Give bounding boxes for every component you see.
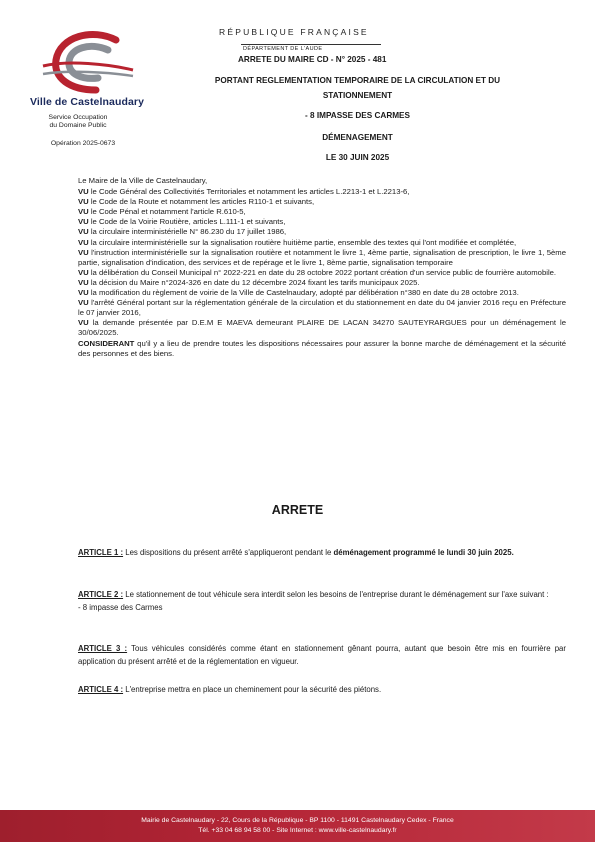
decree-number: ARRETE DU MAIRE CD - N° 2025 - 481 (238, 55, 387, 64)
decree-address: - 8 IMPASSE DES CARMES (305, 111, 410, 120)
preamble-intro: Le Maire de la Ville de Castelnaudary, (78, 176, 208, 185)
footer-band (0, 810, 595, 842)
preamble-item: VU la circulaire interministérielle sur la signalisation routière huitième partie, ensemble des textes qui l'ont modifiée et complétée, (78, 237, 517, 247)
preamble-item: VU le Code Général des Collectivités Territoriales et notamment les articles L.2213-1 et L.2213-6, (78, 187, 410, 197)
article-4: ARTICLE 4 : L'entreprise mettra en place un cheminement pour la sécurité des piétons. (78, 685, 382, 694)
header-divider (241, 44, 381, 45)
preamble-item: VU le Code Pénal et notamment l'article R.610-5, (78, 207, 246, 217)
preamble-item: VU la décision du Maire n°2024-326 en date du 12 décembre 2024 fixant les tarifs municipaux 2025. (78, 277, 420, 287)
decree-subtitle: STATIONNEMENT (322, 91, 393, 100)
article-2: ARTICLE 2 : Le stationnement de tout véhicule sera interdit selon les besoins de l'entreprise durant le déménagement sur l'axe suivant : - 8 impasse des Carmes (78, 590, 549, 612)
preamble-item: VU l'arrêté Général portant sur la réglementation générale de la circulation et du stationnement en date du 04 janvier 2016 reçu en Préfecture le 07 janvier 2016, (78, 298, 566, 318)
article-label: ARTICLE 4 : (78, 685, 124, 694)
republic-heading: RÉPUBLIQUE FRANÇAISE (219, 27, 369, 37)
decree-subtitle: PORTANT REGLEMENTATION TEMPORAIRE DE LA CIRCULATION ET DU (214, 76, 501, 85)
preamble-item: VU la modification du règlement de voirie de la Ville de Castelnaudary, adopté par délibération n°380 en date du 28 octobre 2013. (78, 288, 519, 298)
decree-date: LE 30 JUIN 2025 (325, 153, 390, 162)
city-name: Ville de Castelnaudary (30, 96, 145, 108)
footer-contact: Tél. +33 04 68 94 58 00 - Site Internet : www.ville-castelnaudary.fr (198, 827, 397, 834)
article-label: ARTICLE 3 : (78, 644, 128, 653)
departement-label: DÉPARTEMENT DE L'AUDE (243, 46, 323, 52)
preamble-item: VU la demande présentée par D.E.M E MAEVA demeurant PLAIRE DE LACAN 34270 SAUTEYRARGUES pour un déménagement le 30/06/2025. (78, 318, 566, 338)
arrete-heading: ARRETE (271, 503, 324, 517)
decree-event: DÉMENAGEMENT (322, 133, 393, 142)
preamble-item: VU l'instruction interministérielle sur la signalisation routière et notamment le livre 1, 4ème partie, signalisation de prescription, le livre 1, 5ème partie, signalisation d'indication, des services et de repérage et le livre 1, 8ème partie, signalisation temporaire (78, 247, 566, 267)
service-line: du Domaine Public (49, 122, 107, 129)
castelnaudary-logo-icon (38, 30, 138, 98)
article-label: ARTICLE 1 : (78, 548, 124, 557)
preamble-item: VU la délibération du Conseil Municipal n° 2022-221 en date du 28 octobre 2022 portant création d'un service public de fourrière automobile. (78, 267, 557, 277)
preamble-item: VU le Code de la Voirie Routière, articles L.111-1 et suivants, (78, 217, 286, 227)
service-line: Service Occupation (48, 114, 108, 121)
article-1: ARTICLE 1 : Les dispositions du présent arrêté s'appliqueront pendant le déménagement programmé le lundi 30 juin 2025. (78, 548, 514, 557)
footer-address: Mairie de Castelnaudary - 22, Cours de la République - BP 1100 - 11491 Castelnaudary Cedex - France (141, 817, 454, 824)
preamble (78, 176, 566, 359)
service-name (18, 114, 138, 130)
article-label: ARTICLE 2 : (78, 590, 124, 599)
article-address: - 8 impasse des Carmes (78, 602, 163, 612)
operation-number: Opération 2025-0673 (50, 140, 116, 147)
preamble-item: VU la circulaire interministérielle N° 86.230 du 17 juillet 1986, (78, 227, 287, 237)
preamble-item: VU le Code de la Route et notamment les articles R110-1 et suivants, (78, 197, 315, 207)
article-3: ARTICLE 3 : Tous véhicules considérés comme étant en stationnement gênant pourra, autant que besoin être mis en fourrière par application du présent arrêté et de la réglementation en vigueur. (78, 644, 566, 666)
preamble-item: CONSIDERANT qu'il y a lieu de prendre toutes les dispositions nécessaires pour assurer la bonne marche de déménagement et la sécurité des personnes et des biens. (78, 338, 566, 358)
